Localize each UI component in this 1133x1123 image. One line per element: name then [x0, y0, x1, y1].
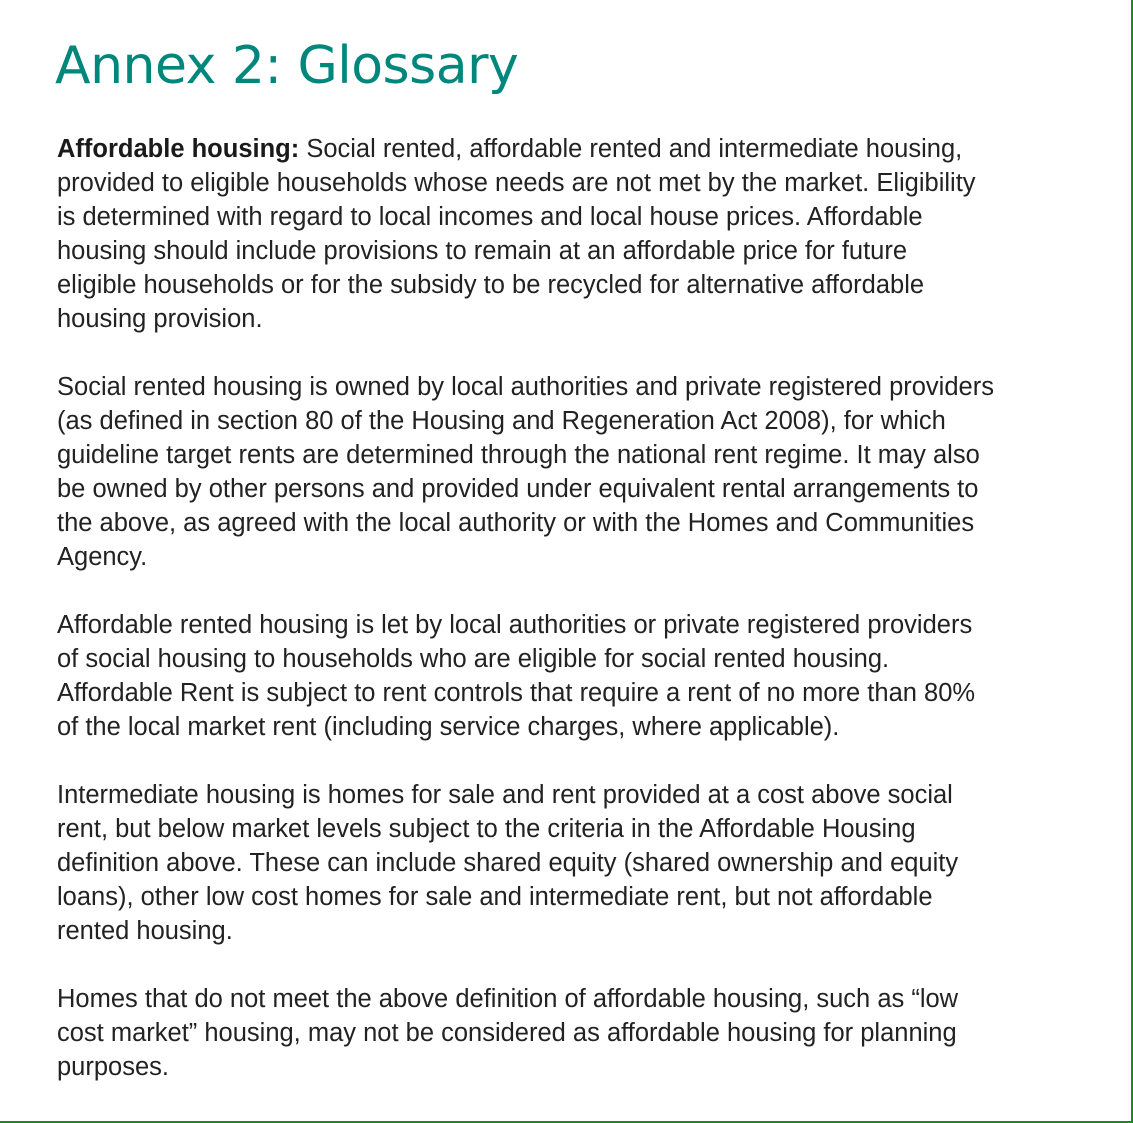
text-line: (as defined in section 80 of the Housing and Regeneration Act 2008), for which [57, 407, 946, 435]
text-line: of social housing to households who are eligible for social rented housing. [57, 645, 890, 673]
text-line: Affordable Rent is subject to rent controls that require a rent of no more than 80% [57, 679, 976, 707]
text-line: housing should include provisions to remain at an affordable price for future [57, 237, 908, 265]
text-line: Social rented housing is owned by local authorities and private registered providers [57, 373, 994, 401]
glossary-term: Affordable housing: [57, 135, 300, 163]
glossary-paragraph [57, 778, 994, 948]
text-line: Affordable rented housing is let by local authorities or private registered providers [57, 611, 973, 639]
glossary-paragraph [57, 608, 994, 744]
text-line: definition above. These can include shared equity (shared ownership and equity [57, 849, 959, 877]
text-line: of the local market rent (including service charges, where applicable). [57, 713, 840, 741]
text-line: provided to eligible households whose needs are not met by the market. Eligibility [57, 169, 976, 197]
text-line: loans), other low cost homes for sale and intermediate rent, but not affordable [57, 883, 933, 911]
text-line: rented housing. [57, 917, 233, 945]
glossary-paragraph [57, 370, 994, 574]
text-line: is determined with regard to local incomes and local house prices. Affordable [57, 203, 923, 231]
text-line: eligible households or for the subsidy to be recycled for alternative affordable [57, 271, 925, 299]
glossary-paragraph [57, 132, 994, 336]
text-line: purposes. [57, 1053, 169, 1081]
page-title: Annex 2: Glossary [55, 36, 519, 96]
text-line: the above, as agreed with the local authority or with the Homes and Communities [57, 509, 975, 537]
glossary-body [57, 132, 994, 1118]
glossary-paragraph [57, 982, 994, 1084]
text-line [57, 132, 994, 166]
text-line: rent, but below market levels subject to the criteria in the Affordable Housing [57, 815, 916, 843]
text-line: Intermediate housing is homes for sale and rent provided at a cost above social [57, 781, 953, 809]
glossary-definition-start: Social rented, affordable rented and intermediate housing, [299, 135, 963, 163]
text-line: be owned by other persons and provided under equivalent rental arrangements to [57, 475, 979, 503]
text-line: housing provision. [57, 305, 263, 333]
text-line: Homes that do not meet the above definition of affordable housing, such as “low [57, 985, 959, 1013]
text-line: Agency. [57, 543, 148, 571]
text-line: cost market” housing, may not be considered as affordable housing for planning [57, 1019, 957, 1047]
text-line: guideline target rents are determined through the national rent regime. It may also [57, 441, 980, 469]
